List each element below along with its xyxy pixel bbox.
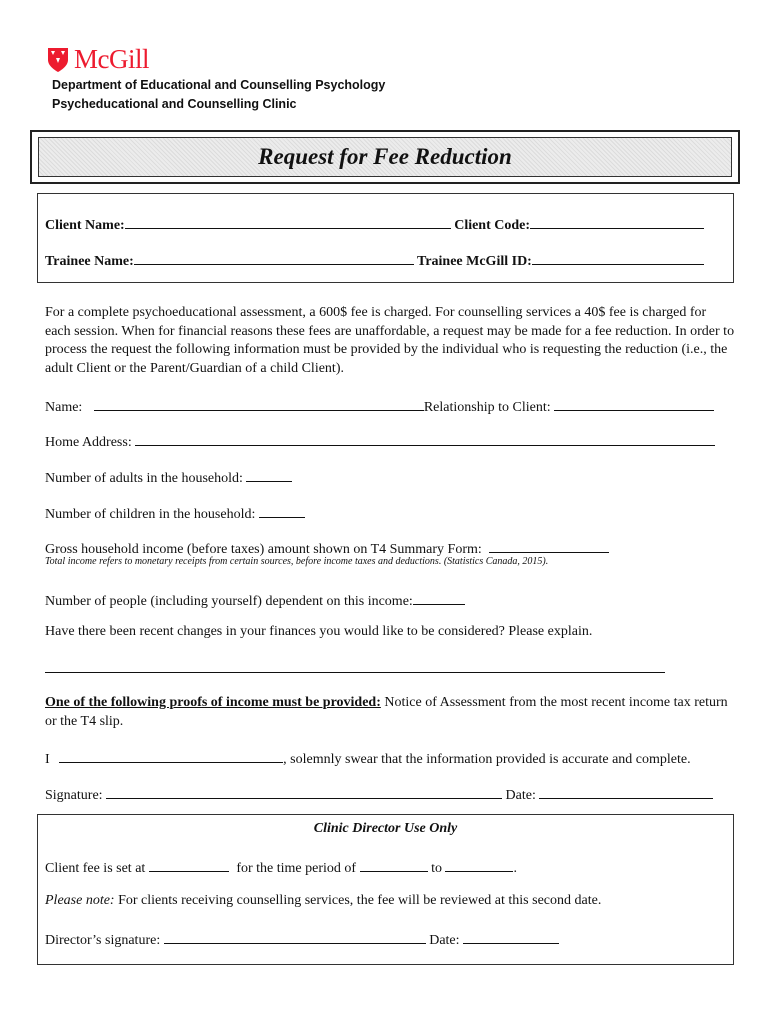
fee-row [45,857,517,877]
adults-label: Number of adults in the household: [45,471,243,486]
income-row [45,538,609,558]
changes-field[interactable] [45,660,665,673]
signature-date-field[interactable] [539,784,713,799]
signature-field[interactable] [106,784,502,799]
children-row [45,503,305,523]
director-date-label: Date: [429,933,460,948]
client-name-field[interactable] [125,214,451,229]
note-row [45,893,601,909]
relationship-label: Relationship to Client: [423,400,551,415]
period-start-field[interactable] [360,857,428,872]
period-end-field[interactable] [445,857,513,872]
logo-text: McGill [74,44,149,74]
children-field[interactable] [259,503,305,518]
dependents-field[interactable] [413,590,465,605]
name-label: Name: [45,400,83,415]
signature-label: Signature: [45,788,103,803]
adults-row [45,467,292,487]
adults-field[interactable] [246,467,292,482]
dependents-label: Number of people (including yourself) dependent on this income: [45,594,413,609]
signature-date-label: Date: [505,788,536,803]
fee-field[interactable] [149,857,229,872]
relationship-field[interactable] [554,396,714,411]
proof-text: Notice of Assessment from the most recent income tax return or the T4 slip. [45,695,728,729]
home-address-label: Home Address: [45,435,132,450]
income-field[interactable] [489,538,609,553]
director-signature-row [45,929,559,949]
title-banner [30,130,740,184]
proof-heading: One of the following proofs of income must be provided: [45,695,381,710]
page-title: Request for Fee Reduction [258,144,512,169]
income-label: Gross household income (before taxes) amount shown on T4 Summary Form: [45,542,482,557]
director-date-field[interactable] [463,929,559,944]
client-name-label: Client Name: [45,218,125,233]
name-field[interactable] [94,396,424,411]
period-end-dot: . [513,861,517,876]
clinic-name: Psycheducational and Counselling Clinic [52,97,297,111]
fee-set-label: Client fee is set at [45,861,146,876]
oath-row [45,748,691,768]
signature-row [45,784,713,804]
home-address-field[interactable] [135,431,715,446]
trainee-name-label: Trainee Name: [45,254,134,269]
income-note: Total income refers to monetary receipts from certain sources, before income taxes and deductions. (Statistics Canada, 2015). [45,556,549,567]
trainee-id-label: Trainee McGill ID: [417,254,532,269]
proof-paragraph [45,694,735,731]
director-signature-field[interactable] [164,929,426,944]
dependents-row [45,590,465,610]
oath-i: I [45,752,50,767]
director-box [37,814,734,965]
trainee-id-field[interactable] [532,250,704,265]
client-code-label: Client Code: [454,218,531,233]
trainee-row [45,250,704,270]
mcgill-crest-icon [46,46,70,74]
department-name: Department of Educational and Counselling Psychology [52,78,386,92]
trainee-name-field[interactable] [134,250,414,265]
director-signature-label: Director’s signature: [45,933,161,948]
children-label: Number of children in the household: [45,507,256,522]
client-info-box [37,193,734,283]
to-label: to [431,861,442,876]
changes-label: Have there been recent changes in your finances you would like to be considered? Please explain. [45,624,593,639]
oath-name-field[interactable] [59,748,283,763]
period-label: for the time period of [236,861,357,876]
note-text: For clients receiving counselling services, the fee will be reviewed at this second date. [114,893,602,908]
director-heading: Clinic Director Use Only [313,821,458,836]
name-row [45,396,714,416]
intro-paragraph: For a complete psychoeducational assessment, a 600$ fee is charged. For counselling services a 40$ fee is charged for each session. When for financial reasons these fees are unaffordable, a request may be made for a fee reduction. In order to process the request the following information must be provided by the individual who is requesting the reduction (i.e., the adult Client or the Parent/Guardian of a child Client). [45,305,735,376]
client-code-field[interactable] [530,214,704,229]
client-name-row [45,214,704,234]
address-row [45,431,715,451]
oath-text: , solemnly swear that the information provided is accurate and complete. [283,752,691,767]
mcgill-logo [46,44,149,75]
note-label: Please note: [45,893,115,908]
